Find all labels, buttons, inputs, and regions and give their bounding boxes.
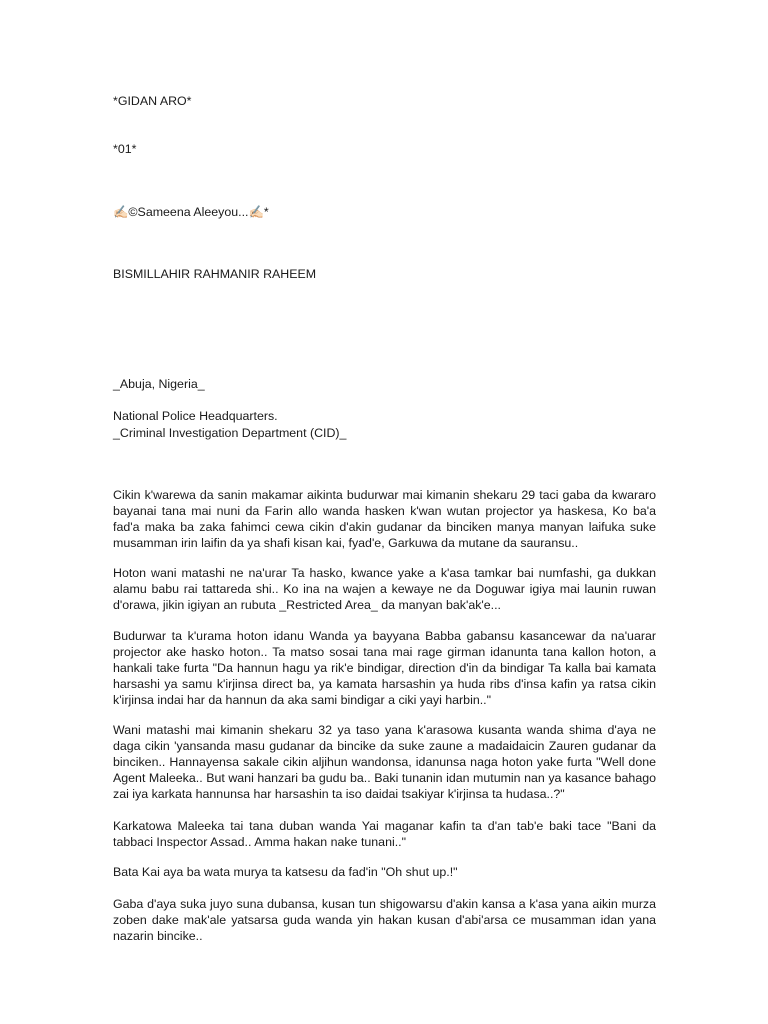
- episode-number: *01*: [113, 142, 137, 156]
- paragraph-5: Karkatowa Maleeka tai tana duban wanda Yai maganar kafin ta d'an tab'e baki tace "Bani da tabbaci Inspector Assad.. Amma hakan nake tunani..": [113, 819, 656, 849]
- location-line: _Abuja, Nigeria_: [113, 377, 205, 391]
- building-line: National Police Headquarters.: [113, 409, 278, 423]
- paragraph-7: Gaba d'aya suka juyo suna dubansa, kusan tun shigowarsu d'akin kansa a k'asa yana aikin murza zoben dake mak'ale yatsarsa guda wanda yin hakan kusan d'abi'arsa ce musamman idan yana nazarin bincike..: [113, 897, 656, 943]
- author-credit: ✍🏻©Sameena Aleeyou...✍🏻*: [113, 205, 269, 219]
- paragraph-4: Wani matashi mai kimanin shekaru 32 ya taso yana k'arasowa kusanta wanda shima d'aya ne daga cikin 'yansanda masu gudanar da bincike da suke zaune a madaidaicin Zauren gudanar da binciken.. Hannayensa sakale cikin aljihun wandonsa, idanunsa naga hoton yake furta "Well done Agent Maleeka.. But wani hanzari ba gudu ba.. Baki tunanin idan mutumin nan ya kasance bahago zai iya karkata hannunsa har harsashin ta iso daidai tsakiyar k'irjinsa ta hudasa..?": [113, 723, 656, 801]
- paragraph-2: Hoton wani matashi ne na'urar Ta hasko, kwance yake a k'asa tamkar bai numfashi, ga dukkan alamu babu rai tattareda shi.. Ko ina na wajen a kewaye ne da Doguwar igiya mai launin ruwan d'orawa, jikin igiyan an rubuta _Restricted Area_ da manyan bak'ak'e...: [113, 566, 656, 612]
- department-line: _Criminal Investigation Department (CID)_: [113, 426, 347, 440]
- paragraph-1: Cikin k'warewa da sanin makamar aikinta budurwar mai kimanin shekaru 29 taci gaba da kwararo bayanai tana mai nuni da Farin allo wanda hasken k'wan wutan projector ya haskesa, Ko ba'a fad'a maka ba zaka fahimci cewa cikin d'akin gudanar da binciken manya manyan laifuka suke musamman irin laifin da ya shafi kisan kai, fyad'e, Garkuwa da mutane da sauransu..: [113, 488, 656, 550]
- paragraph-3: Budurwar ta k'urama hoton idanu Wanda ya bayyana Babba gabansu kasancewar da na'uarar projector ake hasko hoton.. Ta matso sosai tana mai rage girman idanunta tana kallon hoton, a hankali take furta "Da hannun hagu ya rik'e bindigar, direction d'in da bindigar Ta kalla bai kamata harsashi ya samu k'irjinsa direct ba, ya kamata harsashin ya huda ribs d'insa kafin ya ratsa cikin k'irjinsa indai har da hannun da aka sami bindigar a ciki yayi harbin..": [113, 629, 656, 707]
- bismillah-heading: BISMILLAHIR RAHMANIR RAHEEM: [113, 267, 317, 281]
- story-title: *GIDAN ARO*: [113, 94, 192, 108]
- paragraph-6: Bata Kai aya ba wata murya ta katsesu da fad'in "Oh shut up.!": [113, 865, 458, 879]
